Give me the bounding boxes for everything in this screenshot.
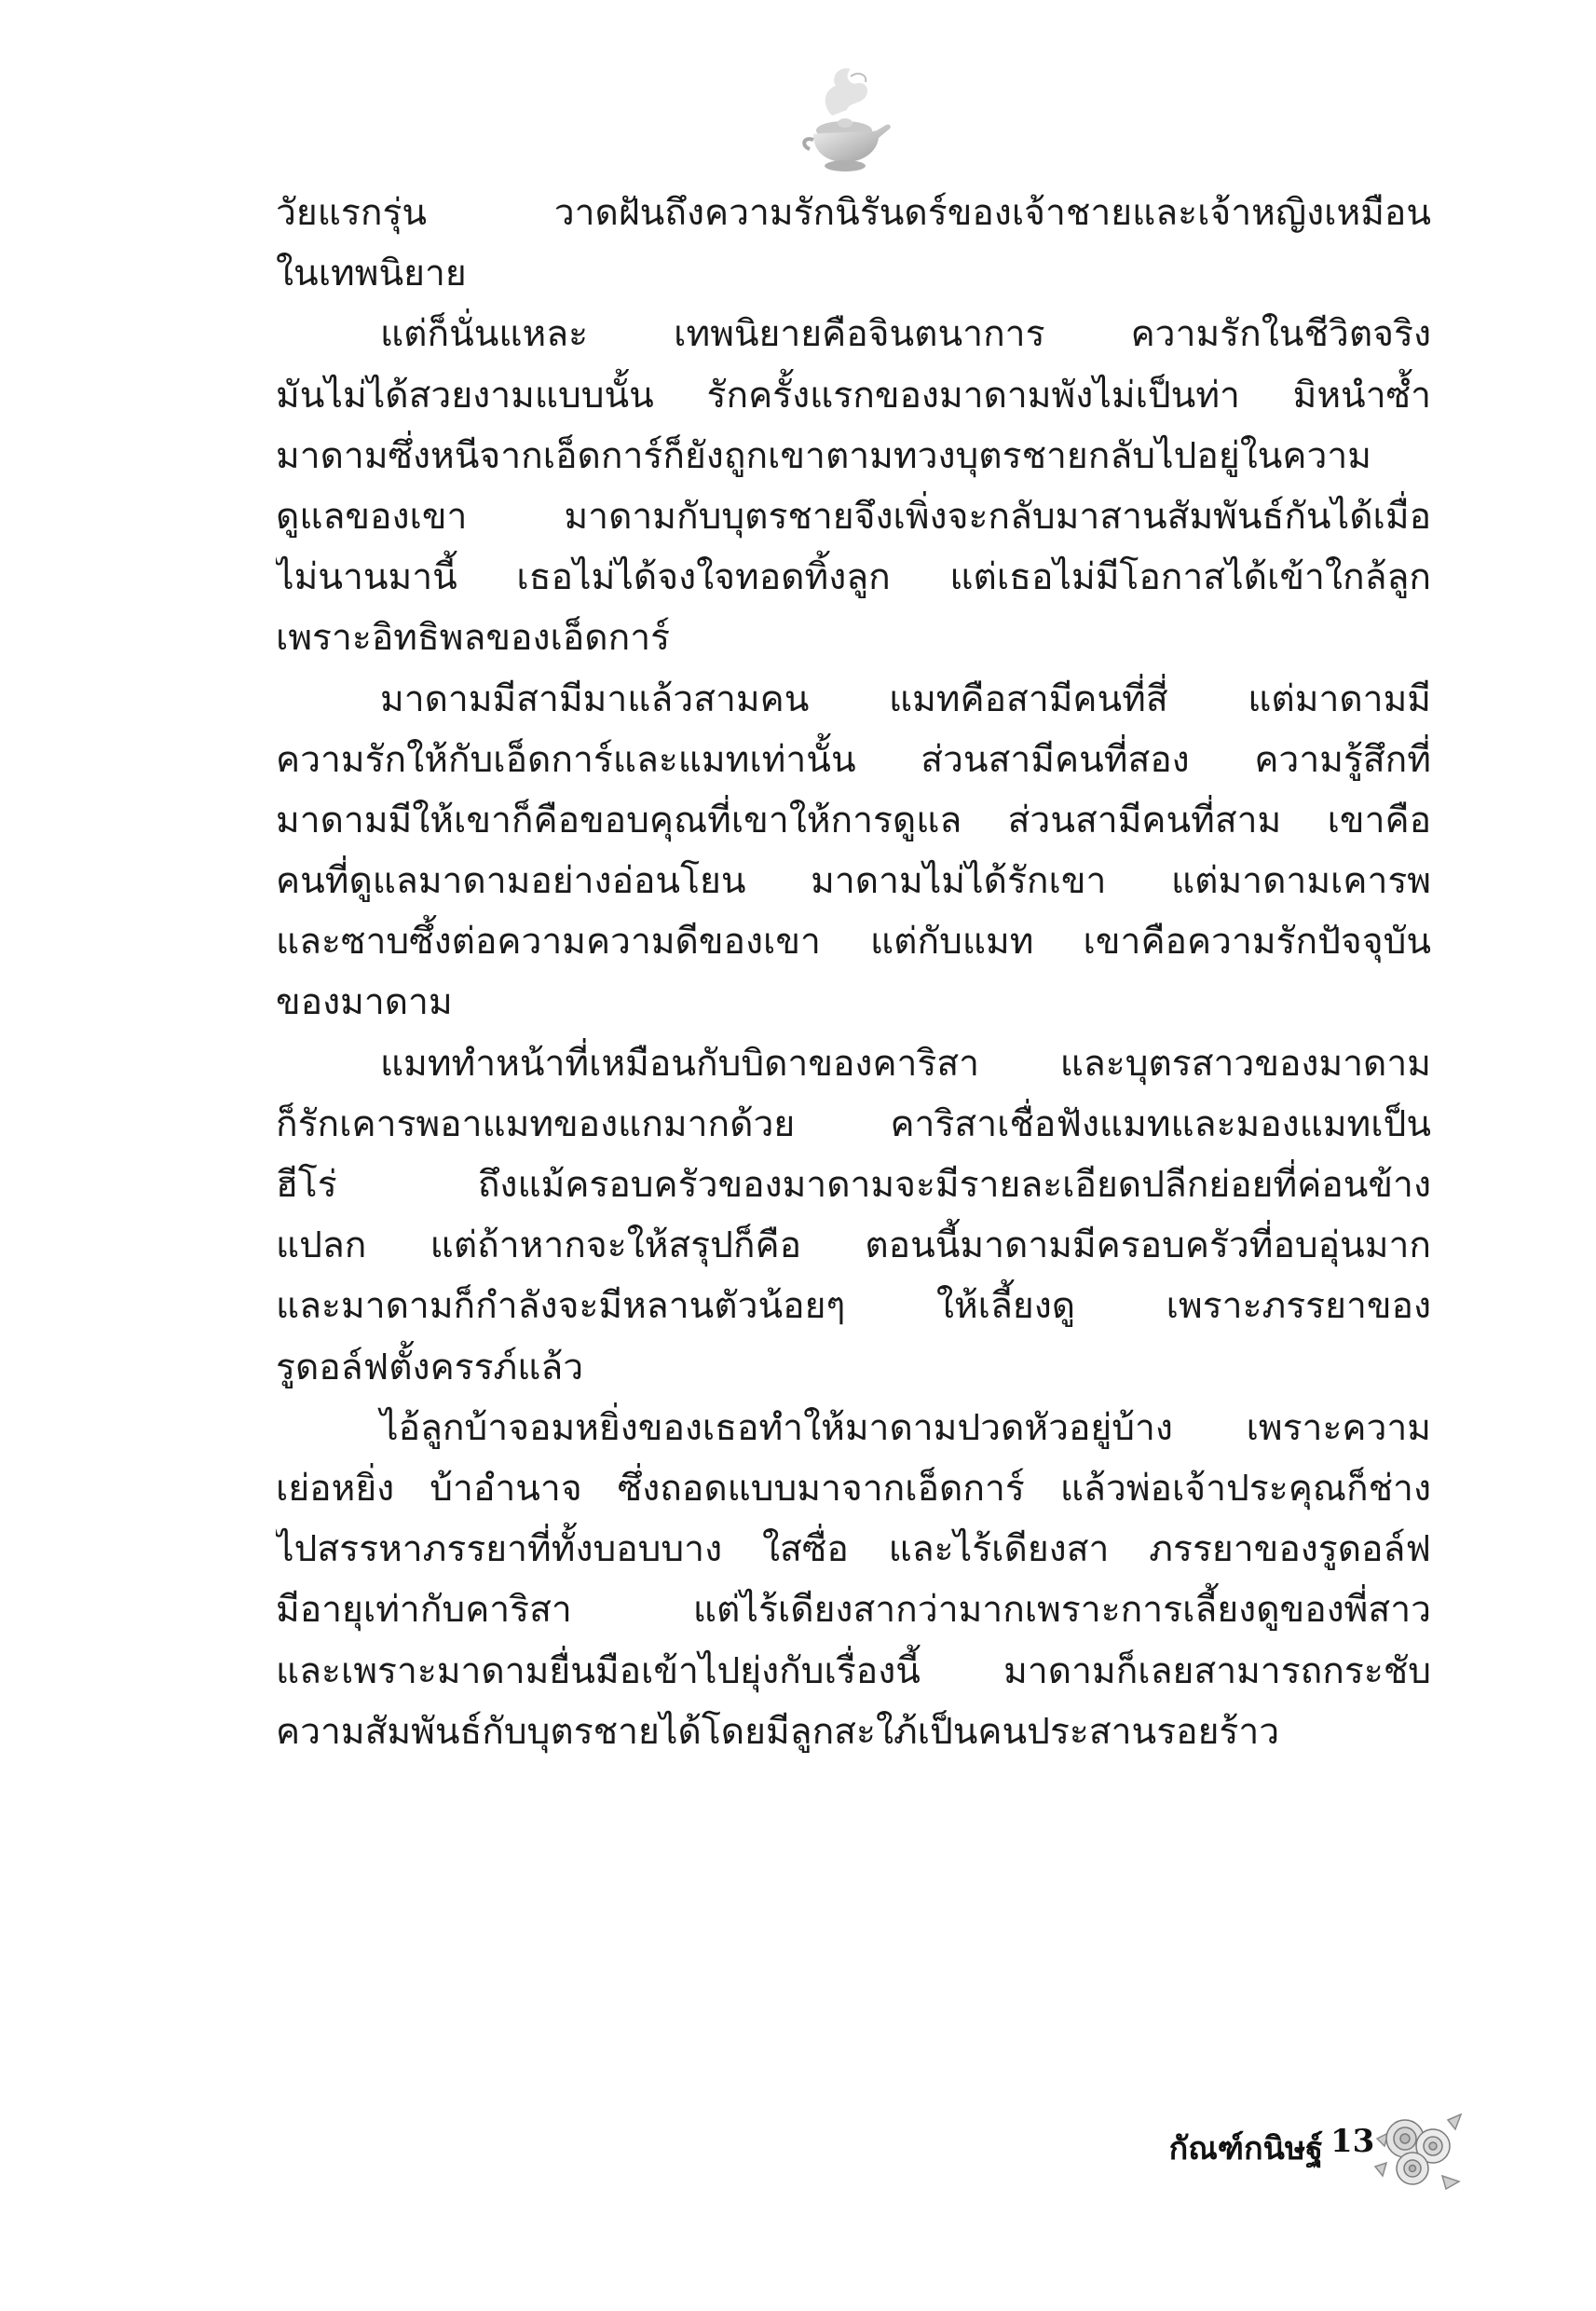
text-line: และซาบซึ้งต่อความความดีของเขา แต่กับแมท เขาคือความรักปัจจุบัน — [276, 921, 1431, 964]
text-line: มาดามซึ่งหนีจากเอ็ดการ์ก็ยังถูกเขาตามทวงบุตรชายกลับไปอยู่ในความ — [276, 434, 1371, 477]
text-line: คนที่ดูแลมาดามอย่างอ่อนโยน มาดามไม่ได้รักเขา แต่มาดามเคารพ — [276, 860, 1431, 903]
roses-icon — [1368, 2101, 1468, 2195]
text-line: มาดามมีให้เขาก็คือขอบคุณที่เขาให้การดูแล ส่วนสามีคนที่สาม เขาคือ — [276, 799, 1431, 841]
body-text — [276, 183, 1431, 1762]
text-line: มาดามมีสามีมาแล้วสามคน แมทคือสามีคนที่สี่ แต่มาดามมี — [380, 677, 1431, 720]
text-line: ฮีโร่ ถึงแม้ครอบครัวของมาดามจะมีรายละเอียดปลีกย่อยที่ค่อนข้าง — [276, 1164, 1431, 1206]
page-number: 13 — [1330, 2123, 1375, 2160]
text-line: มีอายุเท่ากับคาริสา แต่ไร้เดียงสากว่ามากเพราะการเลี้ยงดูของพี่สาว — [276, 1589, 1431, 1632]
text-line: รูดอล์ฟตั้งครรภ์แล้ว — [276, 1346, 584, 1388]
genie-lamp-icon — [793, 62, 895, 181]
text-line: ไม่นานมานี้ เธอไม่ได้จงใจทอดทิ้งลูก แต่เธอไม่มีโอกาสได้เข้าใกล้ลูก — [276, 556, 1431, 599]
text-line: และมาดามก็กำลังจะมีหลานตัวน้อยๆ ให้เลี้ยงดู เพราะภรรยาของ — [276, 1285, 1431, 1328]
text-line: ดูแลของเขา มาดามกับบุตรชายจึงเพิ่งจะกลับมาสานสัมพันธ์กันได้เมื่อ — [276, 495, 1431, 538]
text-line: ก็รักเคารพอาแมทของแกมากด้วย คาริสาเชื่อฟังแมทและมองแมทเป็น — [276, 1102, 1431, 1145]
text-line: เพราะอิทธิพลของเอ็ดการ์ — [276, 617, 671, 660]
text-line: ไอ้ลูกบ้าจอมหยิ่งของเธอทำให้มาดามปวดหัวอยู่บ้าง เพราะความ — [380, 1406, 1431, 1449]
text-line: มันไม่ได้สวยงามแบบนั้น รักครั้งแรกของมาดามพังไม่เป็นท่า มิหนำซ้ำ — [276, 374, 1431, 417]
text-line: ความรักให้กับเอ็ดการ์และแมทเท่านั้น ส่วนสามีคนที่สอง ความรู้สึกที่ — [276, 738, 1431, 781]
text-line: แมททำหน้าที่เหมือนกับบิดาของคาริสา และบุตรสาวของมาดาม — [380, 1042, 1431, 1085]
text-line: วัยแรกรุ่น วาดฝันถึงความรักนิรันดร์ของเจ้าชายและเจ้าหญิงเหมือน — [276, 192, 1431, 234]
text-line: แต่ก็นั่นแหละ เทพนิยายคือจินตนาการ ความรักในชีวิตจริง — [380, 313, 1431, 356]
text-line: และเพราะมาดามยื่นมือเข้าไปยุ่งกับเรื่องนี้ มาดามก็เลยสามารถกระชับ — [276, 1649, 1431, 1692]
text-line: ในเทพนิยาย — [276, 253, 467, 295]
text-line: แปลก แต่ถ้าหากจะให้สรุปก็คือ ตอนนี้มาดามมีครอบครัวที่อบอุ่นมาก — [276, 1224, 1431, 1267]
book-title: กัณฑ์กนิษฐ์ — [1168, 2130, 1323, 2167]
text-line: ไปสรรหาภรรยาที่ทั้งบอบบาง ใสซื่อ และไร้เดียงสา ภรรยาของรูดอล์ฟ — [276, 1528, 1431, 1571]
text-line: ของมาดาม — [276, 981, 453, 1024]
text-line: เย่อหยิ่ง บ้าอำนาจ ซึ่งถอดแบบมาจากเอ็ดการ์ แล้วพ่อเจ้าประคุณก็ช่าง — [276, 1467, 1431, 1510]
text-line: ความสัมพันธ์กับบุตรชายได้โดยมีลูกสะใภ้เป็นคนประสานรอยร้าว — [276, 1710, 1280, 1753]
